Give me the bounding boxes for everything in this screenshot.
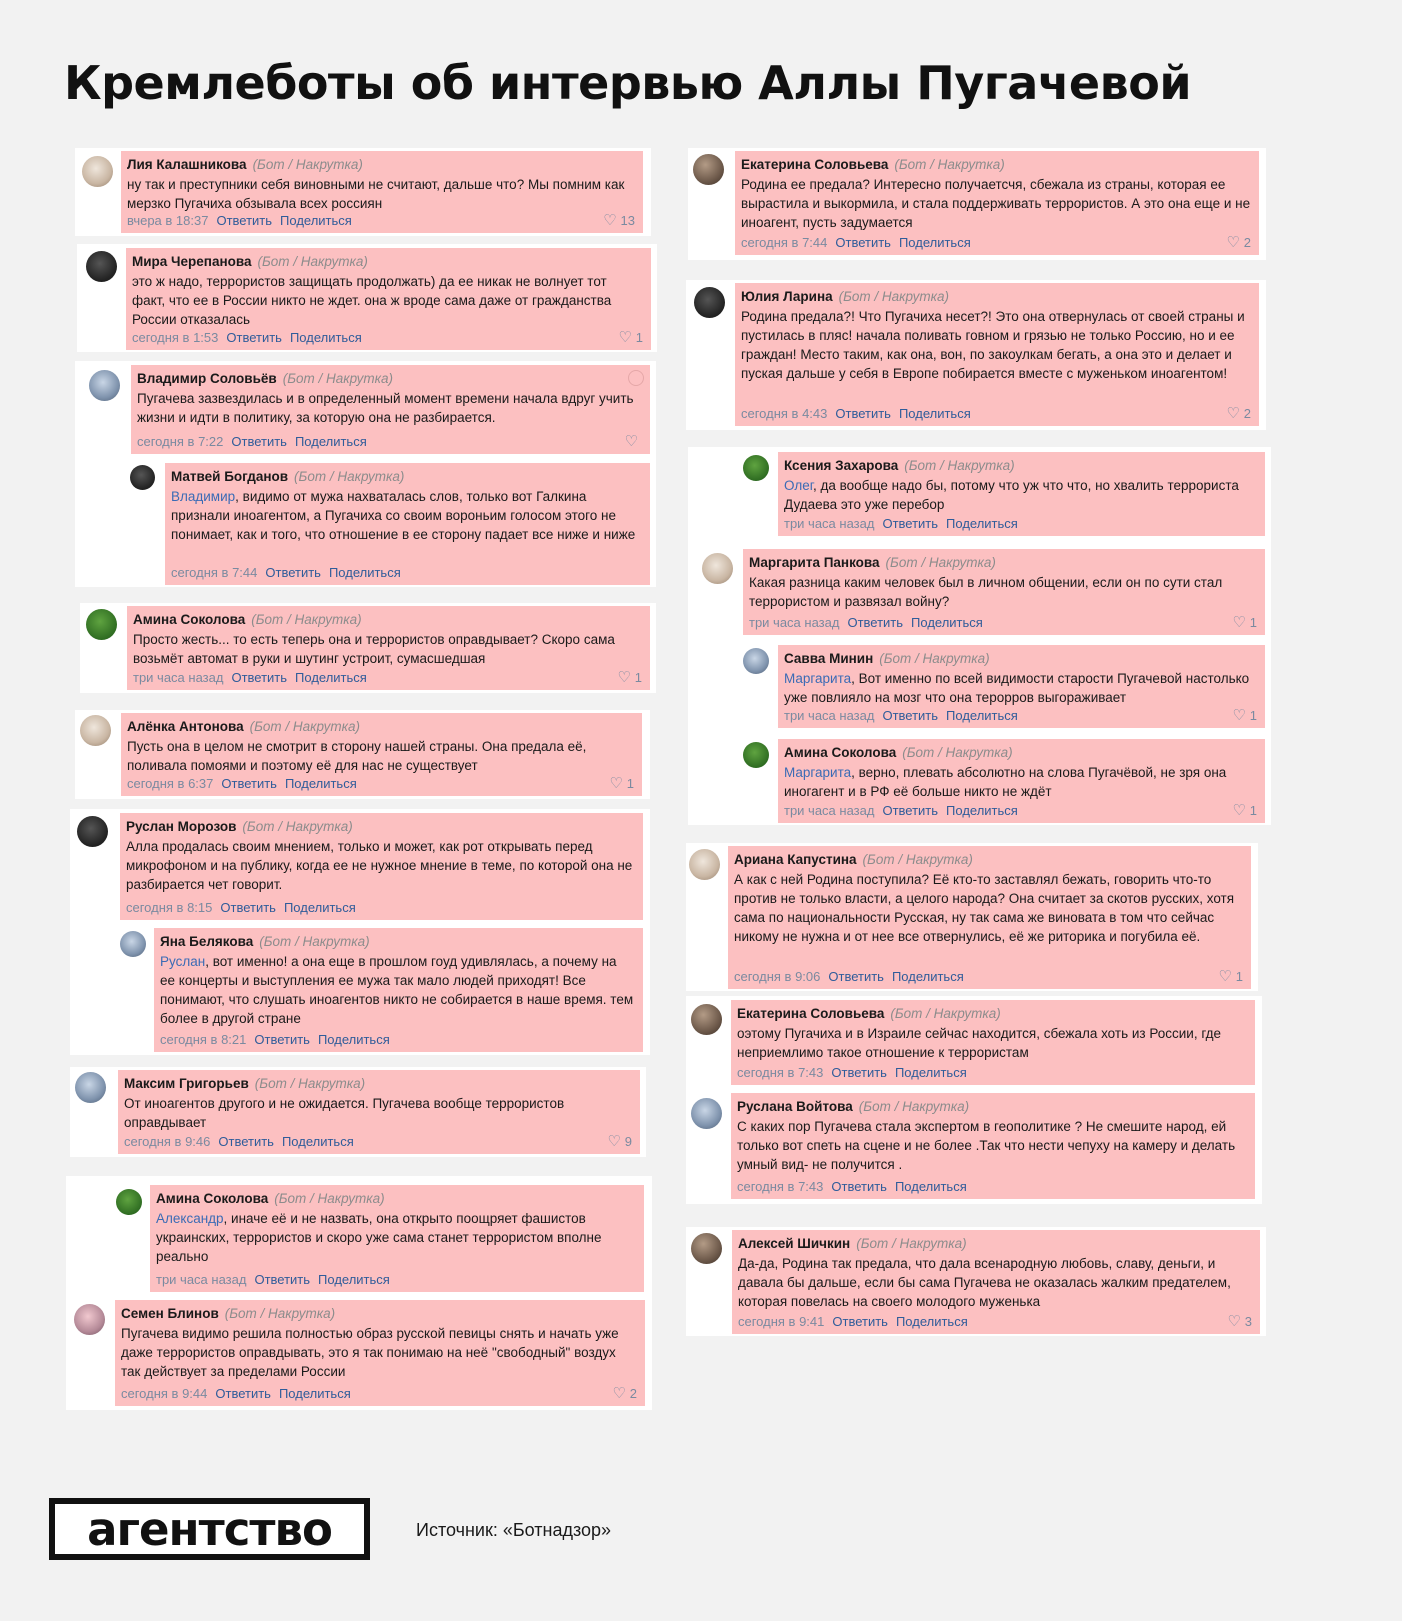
like-button[interactable]: [618, 329, 643, 346]
user-avatar[interactable]: [689, 849, 720, 880]
author-name[interactable]: Амина Соколова: [156, 1191, 269, 1206]
author-name[interactable]: Юлия Ларина: [741, 289, 833, 304]
mention-link[interactable]: Маргарита: [784, 765, 852, 780]
comment-footer: [741, 405, 1251, 422]
bot-tag: (Бот / Накрутка): [282, 371, 394, 386]
comment-footer: [127, 212, 635, 229]
comment-time[interactable]: сегодня в 8:15: [126, 900, 213, 915]
comment-time[interactable]: три часа назад: [133, 670, 224, 685]
bot-tag: (Бот / Накрутка): [224, 1306, 336, 1321]
comment-footer: [738, 1313, 1252, 1330]
user-avatar[interactable]: [691, 1004, 722, 1035]
like-button[interactable]: [625, 433, 642, 450]
user-avatar[interactable]: [89, 370, 120, 401]
comment-header: [133, 611, 644, 629]
share-link[interactable]: Поделиться: [283, 900, 356, 915]
reply-link[interactable]: Ответить: [831, 1179, 887, 1194]
comment-text: оэтому Пугачиха и в Израиле сейчас находится, сбежала хоть из России, где неприемлимо такое отношение к террористам: [737, 1026, 1222, 1060]
user-avatar[interactable]: [82, 156, 113, 187]
comment-body: [115, 1300, 645, 1406]
comment-body: [126, 248, 651, 350]
like-count: 2: [1243, 406, 1251, 421]
reply-link[interactable]: Ответить: [832, 1314, 888, 1329]
comment-footer: [741, 234, 1251, 251]
bot-tag: (Бот / Накрутка): [254, 1076, 366, 1091]
comment-text: Пусть она в целом не смотрит в сторону нашей страны. Она предала её, поливала помоями и поэтому её для нас не существует: [127, 739, 587, 773]
source-note: Источник: «Ботнадзор»: [416, 1520, 612, 1540]
like-count: 9: [624, 1134, 632, 1149]
user-avatar[interactable]: [130, 465, 155, 490]
comment-card: [688, 148, 1266, 260]
like-button[interactable]: [1232, 614, 1257, 631]
comment-footer: [121, 1385, 637, 1402]
comment-body: [735, 283, 1259, 426]
like-count: 1: [1235, 969, 1243, 984]
author-name[interactable]: Семен Блинов: [121, 1306, 219, 1321]
author-name[interactable]: Екатерина Соловьева: [737, 1006, 885, 1021]
comment-text: Какая разница каким человек был в личном общении, если он по сути стал террористом и развязал войну?: [749, 575, 1223, 609]
user-avatar[interactable]: [120, 931, 146, 957]
comment-card: [686, 280, 1266, 430]
comment-card: [80, 603, 656, 693]
reply-body: [778, 739, 1265, 823]
comment-body: [118, 1070, 640, 1154]
comment-thread: [688, 447, 1271, 825]
user-avatar[interactable]: [86, 609, 117, 640]
author-name[interactable]: Владимир Соловьёв: [137, 371, 277, 386]
share-link[interactable]: Поделиться: [894, 1179, 967, 1194]
comment-text: Руслан, вот именно! а она еще в прошлом гоуд удивлялась, а почему на ее концерты и выступления ее мужа так мало людей приходят! Все понимают, что слушать иноагентов никто не собирается в наше время. тем более в другой стране: [160, 954, 634, 1026]
comment-header: [737, 1005, 1249, 1023]
reply-link[interactable]: Ответить: [221, 776, 277, 791]
user-avatar[interactable]: [702, 553, 733, 584]
heart-icon: ♡: [1218, 968, 1232, 985]
comment-time[interactable]: три часа назад: [784, 708, 875, 723]
user-avatar[interactable]: [691, 1233, 722, 1264]
share-link[interactable]: Поделиться: [946, 516, 1018, 531]
like-count: 2: [629, 1386, 637, 1401]
comment-card: [686, 1227, 1266, 1336]
share-link[interactable]: Поделиться: [289, 330, 362, 345]
comment-thread: [75, 361, 656, 587]
comment-time[interactable]: сегодня в 7:44: [171, 565, 258, 580]
comment-header: [784, 744, 1259, 762]
comment-text: это ж надо, террористов защищать продолжать) да ее никак не волнует тот факт, что ее в России никто не ждет. она ж вроде сама даже от гражданства России отказалась: [132, 274, 612, 327]
comment-footer: [784, 515, 1257, 532]
heart-icon: ♡: [1232, 614, 1246, 631]
comment-card: [75, 148, 651, 236]
comment-text: Владимир, видимо от мужа нахваталась слов, только вот Галкина признали иноагентом, а Пугачиха со своим вороньим голосом этого не понимает, как и того, что отношение в ее сторону падает все ниже и ниже: [171, 489, 636, 542]
like-button[interactable]: [603, 212, 635, 229]
comment-footer: [749, 614, 1257, 631]
share-link[interactable]: Поделиться: [891, 969, 964, 984]
comment-time[interactable]: сегодня в 1:53: [132, 330, 219, 345]
bot-tag: (Бот / Накрутка): [904, 458, 1015, 473]
page-title: Кремлеботы об интервью Аллы Пугачевой: [64, 56, 1192, 110]
reply-link[interactable]: Ответить: [231, 434, 287, 449]
comment-time[interactable]: сегодня в 6:37: [127, 776, 214, 791]
comment-text: Олег, да вообще надо бы, потому что уж что что, но хвалить террориста Дудаева это уже перебор: [784, 478, 1239, 512]
bot-tag: (Бот / Накрутка): [856, 1236, 967, 1251]
share-link[interactable]: Поделиться: [328, 565, 401, 580]
reply-body: [165, 463, 650, 585]
bot-tag: (Бот / Накрутка): [858, 1099, 970, 1114]
bot-tag: (Бот / Накрутка): [252, 157, 363, 172]
comment-header: [741, 288, 1253, 306]
author-name[interactable]: Амина Соколова: [784, 745, 897, 760]
reply-link[interactable]: Ответить: [216, 213, 273, 228]
like-count: 13: [620, 213, 635, 228]
like-button[interactable]: [612, 1385, 637, 1402]
comment-header: [171, 468, 644, 486]
heart-icon: ♡: [609, 775, 623, 792]
comment-text: Маргарита, Вот именно по всей видимости старости Пугачевой настолько уже повлияло на мозг что она терорров выгораживает: [784, 671, 1250, 705]
comment-text: Просто жесть... то есть теперь она и террористов оправдывает? Скоро сама возьмёт автомат в руки и шутинг устроит, сумасшедшая: [133, 632, 615, 666]
heart-icon: ♡: [618, 329, 632, 346]
user-avatar[interactable]: [80, 715, 111, 746]
comment-text: Родина предала?! Что Пугачиха несет?! Это она отвернулась от своей страны и пустилась в пляс! начала поливать говном и грязью не только Россию, но и ее граждан! Место таким, как она, вон, по закоулкам бегать, а она это и делает и пуская дальше у себя в Европе побирается вместе с муженьком иноагентом!: [741, 309, 1245, 381]
heart-icon: ♡: [1232, 707, 1246, 724]
comment-time[interactable]: вчера в 18:37: [127, 213, 209, 228]
author-name[interactable]: Яна Белякова: [160, 934, 254, 949]
share-link[interactable]: Поделиться: [946, 803, 1018, 818]
comment-time[interactable]: три часа назад: [749, 615, 840, 630]
author-name[interactable]: Маргарита Панкова: [749, 555, 880, 570]
user-avatar[interactable]: [743, 648, 769, 674]
bot-tag: (Бот / Накрутка): [879, 651, 990, 666]
reply-link[interactable]: Ответить: [882, 708, 939, 723]
like-count: 1: [1249, 615, 1257, 630]
user-avatar[interactable]: [74, 1304, 105, 1335]
like-button[interactable]: [1227, 1313, 1252, 1330]
comment-time[interactable]: сегодня в 7:43: [737, 1065, 824, 1080]
like-button[interactable]: [617, 669, 642, 686]
comment-footer: [133, 669, 642, 686]
author-name[interactable]: Лия Калашникова: [127, 157, 247, 172]
comment-header: [734, 851, 1245, 869]
comment-time[interactable]: три часа назад: [784, 803, 875, 818]
like-button[interactable]: [1226, 405, 1251, 422]
comment-header: [127, 156, 637, 174]
comment-footer: [160, 1031, 635, 1048]
comment-text: Пугачева видимо решила полностью образ русской певицы снять и начать уже даже террористов оправдывать, это я так понимаю на неё "свободный" воздух так действует за пределами России: [121, 1326, 619, 1379]
info-icon[interactable]: [628, 370, 644, 386]
comment-time[interactable]: сегодня в 8:21: [160, 1032, 247, 1047]
comment-card: [686, 843, 1258, 991]
reply-link[interactable]: Ответить: [231, 670, 288, 685]
author-name[interactable]: Мира Черепанова: [132, 254, 252, 269]
comment-body: [127, 606, 650, 690]
user-avatar[interactable]: [77, 816, 108, 847]
reply-link[interactable]: Ответить: [265, 565, 321, 580]
like-button[interactable]: [1226, 234, 1251, 251]
comment-footer: [126, 899, 635, 916]
like-count: 1: [635, 330, 643, 345]
comment-body: [121, 713, 642, 796]
author-name[interactable]: Екатерина Соловьева: [741, 157, 889, 172]
reply-link[interactable]: Ответить: [226, 330, 282, 345]
share-link[interactable]: Поделиться: [278, 1386, 351, 1401]
reply-body: [778, 452, 1265, 536]
like-button[interactable]: [1218, 968, 1243, 985]
bot-tag: (Бот / Накрутка): [902, 745, 1013, 760]
comment-text: С каких пор Пугачева стала экспертом в геополитике ? Не смешите народ, ей только вот спеть на сцене и не более .Так что нести чепуху на камеру и делать умный вид- не получится .: [737, 1119, 1236, 1172]
share-link[interactable]: Поделиться: [898, 235, 971, 250]
comment-thread: [66, 1176, 652, 1410]
comment-body: [735, 151, 1259, 255]
author-name[interactable]: Савва Минин: [784, 651, 874, 666]
comment-time[interactable]: три часа назад: [156, 1272, 247, 1287]
comment-time[interactable]: сегодня в 7:43: [737, 1179, 824, 1194]
comment-header: [741, 156, 1253, 174]
comment-text: Да-да, Родина так предала, что дала всенародную любовь, славу, деньги, и давала бы дальше, если бы сама Пугачева не оказалась жалким предателем, которая повелась на своего молодого муженька: [738, 1256, 1231, 1309]
comment-header: [124, 1075, 634, 1093]
user-avatar[interactable]: [693, 154, 724, 185]
user-avatar[interactable]: [743, 742, 769, 768]
bot-tag: (Бот / Накрутка): [294, 469, 405, 484]
like-count: 1: [634, 670, 642, 685]
heart-icon: ♡: [1226, 405, 1240, 422]
like-button[interactable]: [1232, 802, 1257, 819]
comment-body: [732, 1230, 1260, 1334]
comment-thread: [686, 996, 1262, 1204]
comment-text: Александр, иначе её и не назвать, она открыто поощряет фашистов украинских, террористов и скоро уже сама станет террористом вполне реально: [156, 1211, 602, 1264]
comment-text: Маргарита, верно, плевать абсолютно на слова Пугачёвой, не зря она иногагент и в РФ её больше никто не ждёт: [784, 765, 1227, 799]
bot-tag: (Бот / Накрутка): [251, 612, 362, 627]
user-avatar[interactable]: [116, 1189, 142, 1215]
mention-link[interactable]: Владимир: [171, 489, 236, 504]
reply-link[interactable]: Ответить: [831, 1065, 887, 1080]
heart-icon: ♡: [607, 1133, 621, 1150]
bot-tag: (Бот / Накрутка): [257, 254, 368, 269]
author-name[interactable]: Матвей Богданов: [171, 469, 289, 484]
author-name[interactable]: Алёнка Антонова: [127, 719, 244, 734]
comment-time[interactable]: сегодня в 4:43: [741, 406, 828, 421]
author-name[interactable]: Ксения Захарова: [784, 458, 899, 473]
comment-footer: [171, 564, 642, 581]
reply-link[interactable]: Ответить: [882, 516, 939, 531]
mention-link[interactable]: Александр: [156, 1211, 224, 1226]
like-button[interactable]: [1232, 707, 1257, 724]
mention-link[interactable]: Руслан: [160, 954, 206, 969]
bot-tag: (Бот / Накрутка): [894, 157, 1005, 172]
heart-icon: ♡: [603, 212, 617, 229]
author-name[interactable]: Максим Григорьев: [124, 1076, 249, 1091]
reply-link[interactable]: Ответить: [828, 969, 884, 984]
comment-footer: [784, 707, 1257, 724]
share-link[interactable]: Поделиться: [294, 434, 367, 449]
comment-body: [120, 813, 643, 920]
comment-header: [137, 370, 644, 388]
mention-link[interactable]: Маргарита: [784, 671, 852, 686]
comment-footer: [132, 329, 643, 346]
comment-footer: [156, 1271, 636, 1288]
reply-body: [154, 928, 643, 1052]
comment-footer: [124, 1133, 632, 1150]
comment-time[interactable]: сегодня в 7:44: [741, 235, 828, 250]
reply-body: [778, 645, 1265, 728]
comment-card: [75, 710, 650, 799]
bot-tag: (Бот / Накрутка): [885, 555, 996, 570]
comment-time[interactable]: сегодня в 9:06: [734, 969, 821, 984]
comment-body: [731, 1000, 1255, 1085]
comment-time[interactable]: сегодня в 9:44: [121, 1386, 208, 1401]
user-avatar[interactable]: [691, 1098, 722, 1129]
like-count: 2: [1243, 235, 1251, 250]
comment-body: [131, 365, 650, 454]
user-avatar[interactable]: [743, 455, 769, 481]
comment-header: [160, 933, 637, 951]
comment-time[interactable]: сегодня в 9:46: [124, 1134, 211, 1149]
comment-text: От иноагентов другого и не ожидается. Пугачева вообще террористов оправдывает: [124, 1096, 565, 1130]
reply-body: [150, 1185, 644, 1292]
user-avatar[interactable]: [694, 287, 725, 318]
user-avatar[interactable]: [86, 251, 117, 282]
comment-header: [126, 818, 637, 836]
comment-footer: [784, 802, 1257, 819]
heart-icon: ♡: [1232, 802, 1246, 819]
bot-tag: (Бот / Накрутка): [242, 819, 353, 834]
comment-header: [784, 650, 1259, 668]
comment-footer: [734, 968, 1243, 985]
heart-icon: ♡: [624, 433, 638, 450]
reply-link[interactable]: Ответить: [215, 1386, 271, 1401]
mention-link[interactable]: Олег: [784, 478, 814, 493]
like-button[interactable]: [607, 1133, 632, 1150]
bot-tag: (Бот / Накрутка): [259, 934, 370, 949]
bot-tag: (Бот / Накрутка): [274, 1191, 385, 1206]
comment-time[interactable]: сегодня в 7:22: [137, 434, 224, 449]
comment-body: [731, 1093, 1255, 1199]
share-link[interactable]: Поделиться: [318, 1272, 390, 1287]
author-name[interactable]: Руслан Морозов: [126, 819, 237, 834]
share-link[interactable]: Поделиться: [911, 615, 983, 630]
comment-text: Алла продалась своим мнением, только и может, как рот открывать перед микрофоном и на публику, когда ее не нужное мнение в теме, по которой она не разбирается чет говорит.: [126, 839, 633, 892]
author-name[interactable]: Ариана Капустина: [734, 852, 857, 867]
comment-text: ну так и преступники себя виновными не считают, дальше что? Мы помним как мерзко Пугачиха обзывала всех россиян: [127, 177, 625, 211]
reply-link[interactable]: Ответить: [835, 406, 891, 421]
share-link[interactable]: Поделиться: [946, 708, 1018, 723]
share-link[interactable]: Поделиться: [894, 1065, 967, 1080]
agentstvo-logo: агентство: [49, 1498, 370, 1560]
like-count: 3: [1244, 1314, 1252, 1329]
comment-header: [737, 1098, 1249, 1116]
share-link[interactable]: Поделиться: [895, 1314, 968, 1329]
comment-body: [121, 151, 643, 233]
reply-link[interactable]: Ответить: [218, 1134, 274, 1149]
comment-body: [743, 549, 1265, 635]
comment-time[interactable]: три часа назад: [784, 516, 875, 531]
like-button[interactable]: [609, 775, 634, 792]
heart-icon: ♡: [1226, 234, 1240, 251]
heart-icon: ♡: [1227, 1313, 1241, 1330]
share-link[interactable]: Поделиться: [280, 213, 352, 228]
reply-link[interactable]: Ответить: [254, 1032, 310, 1047]
share-link[interactable]: Поделиться: [317, 1032, 390, 1047]
comment-time[interactable]: сегодня в 9:41: [738, 1314, 825, 1329]
share-link[interactable]: Поделиться: [281, 1134, 354, 1149]
heart-icon: ♡: [612, 1385, 626, 1402]
author-name[interactable]: Руслана Войтова: [737, 1099, 853, 1114]
comment-header: [132, 253, 645, 271]
comment-header: [738, 1235, 1254, 1253]
share-link[interactable]: Поделиться: [295, 670, 367, 685]
comment-text: Родина ее предала? Интересно получаетсчя, сбежала из страны, которая ее вырастила и выкормила, и стала поддерживать террористов. А это она еще и не иноагент, пусть задумается: [741, 177, 1251, 230]
comment-text: Пугачева зазвездилась и в определенный момент времени начала вдруг учить жизни и идти в политику, за которую она не разбирается.: [137, 391, 634, 425]
like-count: 1: [626, 776, 634, 791]
comment-text: А как с ней Родина поступила? Её кто-то заставлял бежать, говорить что-то против не только власти, а целого народа? Она считает за скотов русских, хотя сама по национальности Русская, ну так сама же виновата в том что сейчас никому не нужна и от нее все отвернулись, её же риторика и погубила её.: [734, 872, 1235, 944]
comment-card: [70, 1067, 646, 1157]
share-link[interactable]: Поделиться: [898, 406, 971, 421]
heart-icon: ♡: [617, 669, 631, 686]
reply-link[interactable]: Ответить: [882, 803, 939, 818]
bot-tag: (Бот / Накрутка): [862, 852, 973, 867]
like-count: 1: [1249, 708, 1257, 723]
author-name[interactable]: Алексей Шичкин: [738, 1236, 851, 1251]
comment-card: [77, 244, 657, 352]
user-avatar[interactable]: [75, 1072, 106, 1103]
bot-tag: (Бот / Накрутка): [249, 719, 360, 734]
comment-footer: [127, 775, 634, 792]
reply-link[interactable]: Ответить: [220, 900, 276, 915]
comment-footer: [737, 1064, 1247, 1081]
comment-footer: [137, 433, 642, 450]
author-name[interactable]: Амина Соколова: [133, 612, 246, 627]
comment-footer: [737, 1178, 1247, 1195]
bot-tag: (Бот / Накрутка): [838, 289, 949, 304]
reply-link[interactable]: Ответить: [254, 1272, 311, 1287]
like-count: 1: [1249, 803, 1257, 818]
reply-link[interactable]: Ответить: [835, 235, 891, 250]
comment-header: [784, 457, 1259, 475]
bot-tag: (Бот / Накрутка): [890, 1006, 1001, 1021]
reply-link[interactable]: Ответить: [847, 615, 904, 630]
comment-header: [156, 1190, 638, 1208]
comment-header: [121, 1305, 639, 1323]
comment-header: [127, 718, 636, 736]
comment-thread: [70, 809, 650, 1055]
share-link[interactable]: Поделиться: [284, 776, 357, 791]
comment-header: [749, 554, 1259, 572]
comment-body: [728, 846, 1251, 989]
